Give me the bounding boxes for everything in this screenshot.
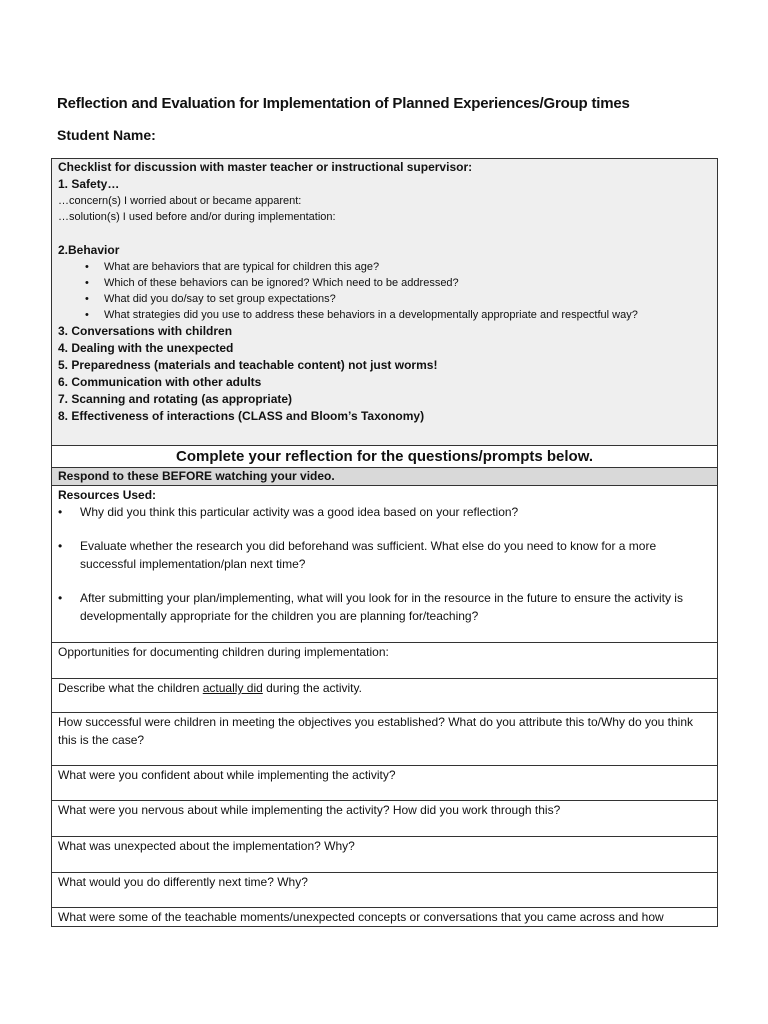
behavior-bullet	[58, 275, 711, 291]
behavior-bullet	[58, 291, 711, 307]
prompt-describe-text-end: during the activity.	[262, 681, 362, 695]
behavior-bullet-text: What did you do/say to set group expectations?	[104, 293, 336, 305]
student-name-label: Student Name:	[57, 127, 156, 143]
prompt-describe-text-start: Describe what the children	[58, 681, 203, 695]
resources-title: Resources Used:	[58, 488, 157, 502]
resources-bullet-text: Why did you think this particular activity was a good idea based on your reflection?	[80, 505, 519, 519]
bullet-icon: •	[85, 277, 89, 289]
resources-bullet-list	[58, 503, 711, 625]
bullet-icon: •	[85, 293, 89, 305]
prompt-opportunities-text: Opportunities for documenting children during implementation:	[58, 645, 389, 659]
before-video-note: Respond to these BEFORE watching your video.	[52, 468, 718, 486]
bullet-icon: •	[85, 309, 89, 321]
bullet-icon: •	[58, 539, 63, 553]
safety-note-solutions: …solution(s) I used before and/or during implementation:	[58, 211, 336, 223]
checklist-section	[52, 159, 718, 446]
checklist-item-safety: 1. Safety…	[58, 177, 120, 191]
behavior-bullet-list	[58, 259, 711, 323]
checklist-item-communication: 6. Communication with other adults	[58, 375, 262, 389]
checklist-item-unexpected: 4. Dealing with the unexpected	[58, 341, 234, 355]
reflection-form-table	[51, 158, 718, 927]
bullet-icon: •	[58, 505, 63, 519]
resources-section[interactable]	[52, 486, 718, 643]
prompt-opportunities[interactable]	[52, 643, 718, 679]
checklist-header: Checklist for discussion with master teacher or instructional supervisor:	[58, 160, 473, 174]
behavior-bullet-text: What are behaviors that are typical for children this age?	[104, 261, 380, 273]
resources-bullet-text: After submitting your plan/implementing, what will you look for in the resource in the future to ensure the activity is developmentally appropriate for the children you are planning for/teaching?	[80, 591, 683, 623]
prompt-unexpected-text: What was unexpected about the implementation? Why?	[58, 839, 355, 853]
prompt-success-text: How successful were children in meeting the objectives you established? What do you attribute this to/Why do you think this is the case?	[58, 715, 693, 747]
bullet-icon: •	[58, 591, 63, 605]
behavior-bullet-text: What strategies did you use to address these behaviors in a developmentally appropriate and respectful way?	[104, 309, 638, 321]
resources-bullet	[58, 589, 711, 625]
prompt-confident-text: What were you confident about while implementing the activity?	[58, 768, 396, 782]
behavior-bullet-text: Which of these behaviors can be ignored? Which need to be addressed?	[104, 277, 459, 289]
prompt-success[interactable]	[52, 713, 718, 766]
resources-bullet-text: Evaluate whether the research you did beforehand was sufficient. What else do you need to know for a more successful implementation/plan next time?	[80, 539, 657, 571]
safety-note-concerns: …concern(s) I worried about or became apparent:	[58, 195, 302, 207]
checklist-item-preparedness: 5. Preparedness (materials and teachable content) not just worms!	[58, 358, 438, 372]
bullet-icon: •	[85, 261, 89, 273]
prompt-differently[interactable]	[52, 873, 718, 908]
spacer	[58, 225, 711, 242]
prompt-nervous[interactable]	[52, 801, 718, 837]
prompt-differently-text: What would you do differently next time? Why?	[58, 875, 308, 889]
checklist-item-behavior: 2.Behavior	[58, 243, 120, 257]
prompt-teachable-text: What were some of the teachable moments/unexpected concepts or conversations that you came across and how	[58, 910, 664, 924]
prompt-unexpected[interactable]	[52, 837, 718, 873]
page-title: Reflection and Evaluation for Implementation of Planned Experiences/Group times	[57, 95, 630, 112]
prompt-teachable[interactable]	[52, 908, 718, 927]
checklist-item-scanning: 7. Scanning and rotating (as appropriate)	[58, 392, 293, 406]
behavior-bullet	[58, 259, 711, 275]
prompt-nervous-text: What were you nervous about while implementing the activity? How did you work through this?	[58, 803, 561, 817]
checklist-item-conversations: 3. Conversations with children	[58, 324, 233, 338]
prompt-confident[interactable]	[52, 766, 718, 801]
behavior-bullet	[58, 307, 711, 323]
checklist-item-effectiveness: 8. Effectiveness of interactions (CLASS and Bloom’s Taxonomy)	[58, 409, 425, 423]
reflection-heading: Complete your reflection for the questions/prompts below.	[52, 446, 718, 468]
resources-bullet	[58, 537, 711, 573]
prompt-describe[interactable]	[52, 679, 718, 713]
resources-bullet	[58, 503, 711, 521]
prompt-describe-underlined: actually did	[202, 681, 263, 695]
